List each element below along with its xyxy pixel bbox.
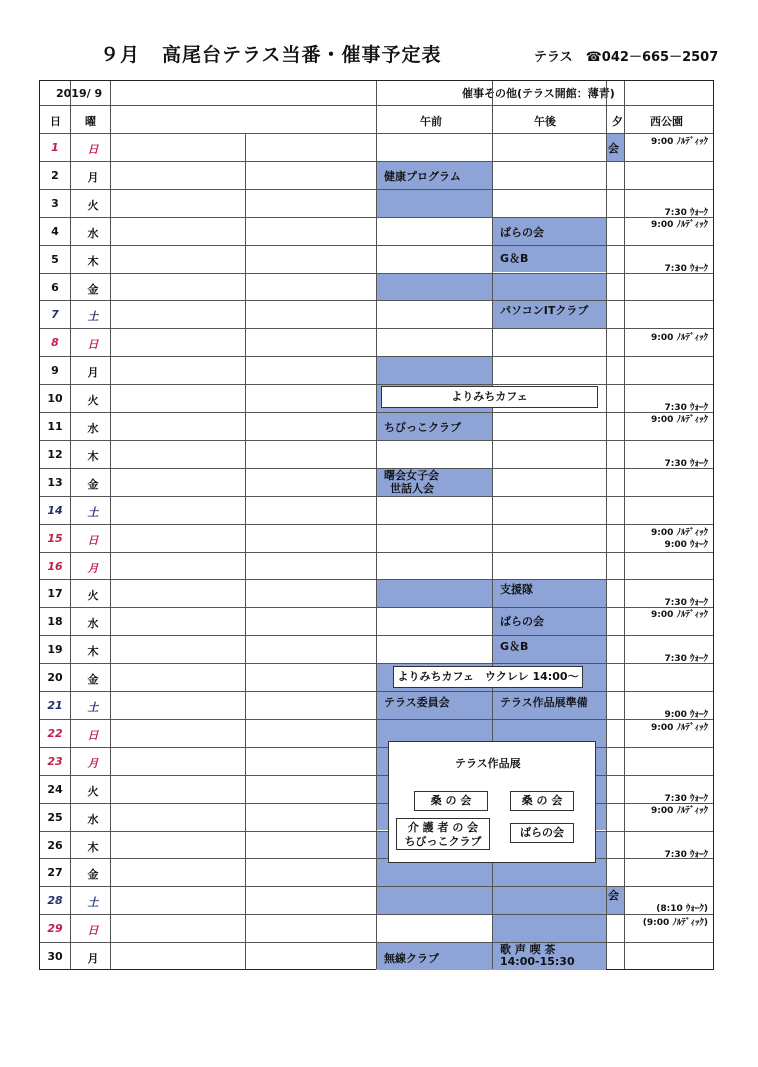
west-park-entry: 7:30 ｳｫｰｸ: [664, 598, 708, 609]
events-header: 催事その他(テラス開館：薄青): [462, 87, 615, 100]
weekday: 木: [87, 840, 99, 854]
event-label: 世話人会: [390, 481, 434, 495]
weekday: 火: [87, 198, 99, 212]
west-park-entry: 9:00 ﾉﾙﾃﾞｨｯｸ: [650, 219, 708, 230]
kuwa-box-2: 桑 の 会: [510, 791, 574, 811]
title-month: ９月: [100, 44, 141, 66]
day-number: 8: [51, 336, 59, 350]
column-divider: [110, 81, 111, 969]
open-shading: [376, 273, 492, 301]
day-number: 16: [47, 559, 63, 573]
weekday: 日: [87, 533, 99, 547]
day-number: 23: [47, 754, 63, 768]
weekday: 火: [87, 394, 99, 408]
weekday: 水: [87, 422, 99, 435]
weekday: 水: [87, 812, 99, 826]
west-park-entry: 9:00 ﾉﾙﾃﾞｨｯｸ: [650, 527, 708, 538]
weekday: 水: [87, 617, 99, 631]
contact-phone: テラス ☎042－665－2507: [534, 50, 719, 65]
west-park-entry: 9:00 ﾉﾙﾃﾞｨｯｸ: [650, 333, 708, 344]
day-number: 15: [47, 531, 63, 545]
event-label: 会: [608, 142, 619, 155]
day-number: 20: [47, 671, 63, 685]
day-number: 14: [47, 503, 63, 517]
weekday: 火: [87, 589, 99, 603]
west-park-entry: 7:30 ｳｫｰｸ: [664, 403, 708, 414]
day-number: 12: [47, 447, 63, 461]
day-number: 24: [47, 782, 63, 796]
west-park-entry: (8:10 ｳｫｰｸ): [656, 904, 708, 915]
day-number: 30: [47, 950, 63, 964]
column-divider: [606, 81, 607, 969]
west-park-entry: 7:30 ｳｫｰｸ: [664, 849, 708, 860]
day-number: 7: [51, 308, 59, 322]
column-divider: [70, 81, 71, 969]
weekday: 月: [87, 561, 99, 575]
weekday: 木: [87, 254, 99, 268]
day-number: 28: [47, 894, 63, 908]
weekday: 金: [87, 673, 99, 687]
open-shading: [492, 273, 606, 301]
open-shading: [376, 356, 492, 384]
day-number: 21: [47, 699, 63, 712]
open-shading: [376, 579, 492, 607]
col-west-header: 西公園: [650, 115, 683, 128]
event-label: パソコンITクラブ: [500, 304, 589, 318]
day-number: 26: [47, 838, 63, 852]
event-label: G＆B: [500, 251, 529, 265]
event-label: テラス作品展準備: [500, 696, 588, 709]
day-number: 13: [47, 475, 63, 489]
west-park-entry: 7:30 ｳｫｰｸ: [664, 207, 708, 218]
weekday: 金: [87, 282, 99, 296]
day-number: 19: [47, 643, 63, 657]
weekday: 土: [87, 701, 99, 714]
column-divider: [245, 133, 246, 969]
event-label: 14:00-15:30: [500, 955, 575, 969]
west-park-entry: 7:30 ｳｫｰｸ: [664, 458, 708, 469]
day-number: 3: [51, 196, 59, 210]
event-label: G＆B: [500, 640, 529, 654]
kaigo-box: [396, 818, 490, 850]
event-label: 無線クラブ: [384, 952, 439, 966]
col-day-header: 日: [50, 115, 61, 128]
event-label: 健康プログラム: [384, 169, 461, 183]
weekday: 日: [87, 338, 99, 352]
kaigo-line-1: 介 護 者 の 会: [407, 820, 479, 834]
west-park-entry: 9:00 ﾉﾙﾃﾞｨｯｸ: [650, 610, 708, 621]
day-number: 1: [51, 141, 59, 154]
title-name: 高尾台テラス当番・催事予定表: [162, 44, 442, 66]
weekday: 月: [87, 756, 99, 770]
kuwa-box-1: 桑 の 会: [414, 791, 488, 811]
open-shading: [492, 914, 606, 942]
day-number: 18: [47, 615, 63, 629]
weekday: 土: [87, 896, 99, 910]
day-number: 22: [47, 726, 63, 740]
event-label: ばらの会: [500, 615, 544, 629]
weekday: 火: [87, 784, 99, 798]
west-park-entry: (9:00 ﾉﾙﾃﾞｨｯｸ): [642, 918, 708, 929]
west-park-entry: 7:30 ｳｫｰｸ: [664, 654, 708, 665]
day-number: 17: [47, 587, 63, 601]
day-number: 11: [47, 420, 63, 433]
kaigo-line-2: ちびっこクラブ: [404, 834, 482, 848]
day-number: 5: [51, 252, 59, 266]
bara-box: ばらの会: [510, 823, 574, 843]
west-park-entry: 9:00 ﾉﾙﾃﾞｨｯｸ: [650, 137, 708, 147]
west-park-entry: 9:00 ｳｫｰｸ: [664, 710, 708, 720]
open-shading: [492, 886, 606, 914]
west-park-entry: 9:00 ﾉﾙﾃﾞｨｯｸ: [650, 415, 708, 425]
weekday: 日: [87, 143, 99, 156]
yorimichi-cafe-ukulele-box: よりみちカフェ ウクレレ 14:00～: [393, 666, 583, 688]
day-number: 25: [47, 810, 63, 824]
weekday: 月: [87, 952, 99, 966]
event-label: ちびっこクラブ: [384, 421, 461, 434]
schedule-table: [39, 80, 714, 970]
period-label: 2019/ 9: [56, 87, 103, 100]
day-number: 29: [47, 922, 63, 936]
weekday: 金: [87, 477, 99, 491]
west-park-entry: 9:00 ﾉﾙﾃﾞｨｯｸ: [650, 805, 708, 816]
sakuhinten-title: テラス作品展: [455, 756, 521, 770]
column-divider: [376, 81, 377, 969]
weekday: 水: [87, 226, 99, 240]
column-divider: [624, 81, 625, 969]
event-label: ばらの会: [500, 225, 544, 239]
event-label: 支援隊: [500, 583, 533, 597]
west-park-entry: 7:30 ｳｫｰｸ: [664, 793, 708, 804]
day-number: 9: [51, 364, 59, 378]
weekday: 木: [87, 645, 99, 659]
event-label: テラス委員会: [384, 696, 450, 709]
weekday: 金: [87, 868, 99, 882]
day-number: 2: [51, 168, 59, 182]
weekday: 日: [87, 924, 99, 938]
weekday: 日: [87, 728, 99, 742]
col-eve-header: 夕: [612, 115, 623, 128]
event-label: 歌 声 喫 茶: [500, 943, 556, 957]
day-number: 10: [47, 392, 63, 406]
col-pm-header: 午後: [534, 115, 556, 128]
open-shading: [376, 886, 492, 914]
weekday: 月: [87, 366, 99, 380]
weekday: 土: [87, 505, 99, 519]
west-park-entry: 9:00 ﾉﾙﾃﾞｨｯｸ: [650, 722, 708, 733]
event-label: 会: [608, 889, 619, 903]
day-number: 27: [47, 866, 63, 880]
west-park-entry: 9:00 ｳｫｰｸ: [664, 539, 708, 550]
col-dow-header: 曜: [85, 115, 96, 128]
col-am-header: 午前: [420, 115, 442, 128]
weekday: 月: [87, 170, 99, 184]
day-number: 4: [51, 224, 59, 238]
page-title: [100, 40, 441, 67]
event-label: 曙会女子会: [384, 468, 439, 482]
open-shading: [376, 189, 492, 217]
west-park-entry: 7:30 ｳｫｰｸ: [664, 263, 708, 274]
weekday: 土: [87, 310, 99, 324]
yorimichi-cafe-box: よりみちカフェ: [381, 386, 598, 408]
day-number: 6: [51, 280, 59, 294]
weekday: 木: [87, 449, 99, 463]
